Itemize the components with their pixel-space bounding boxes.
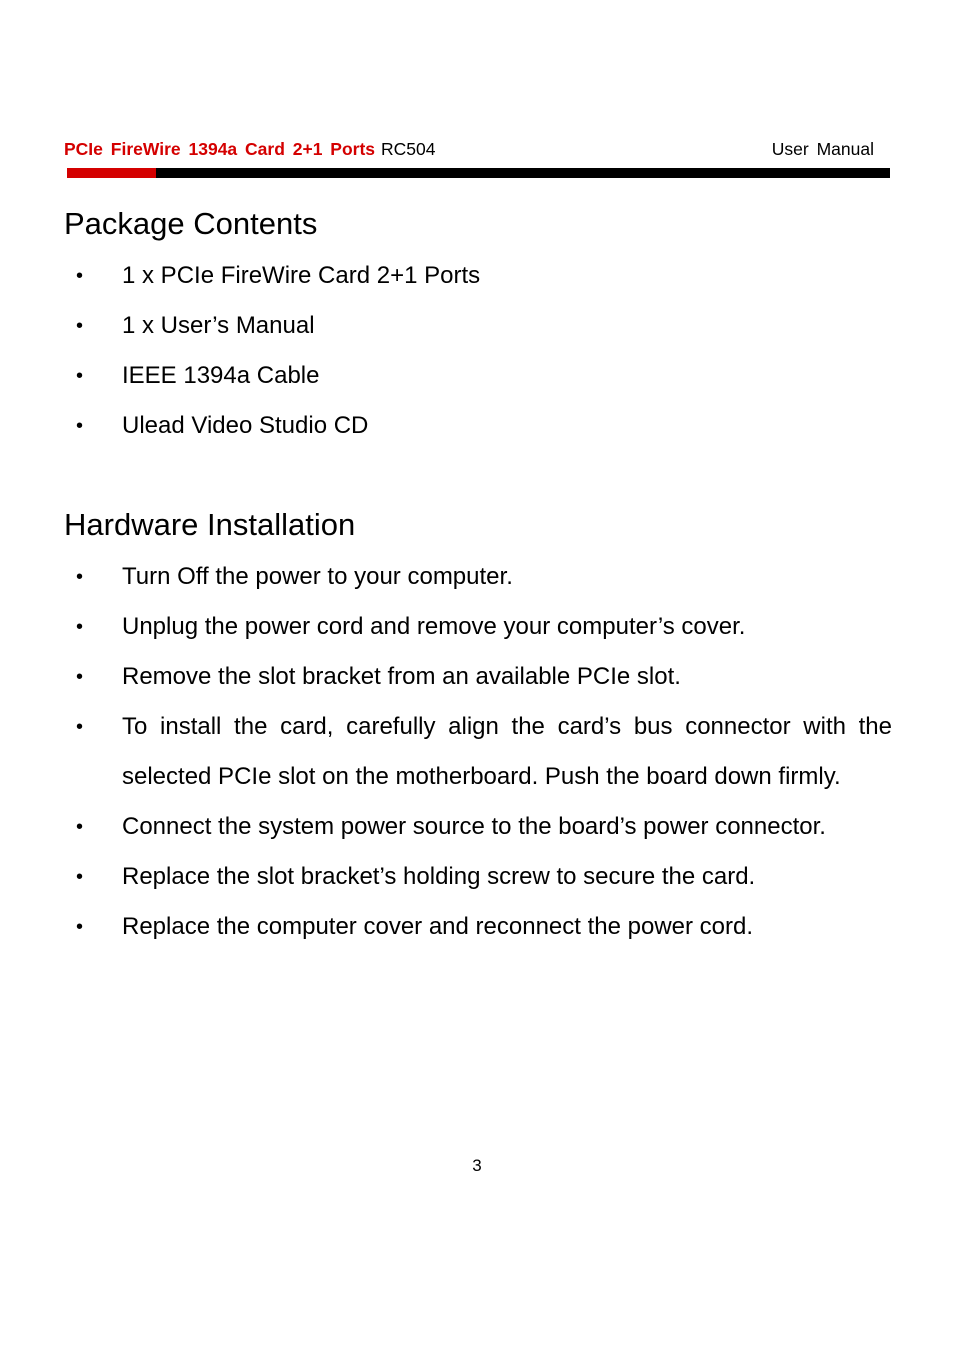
bullet: •	[76, 265, 84, 287]
list-item-text: Connect the system power source to the board’s power connector.	[122, 813, 826, 840]
list-item	[0, 251, 892, 301]
list-item	[0, 401, 892, 451]
bullet: •	[76, 866, 84, 888]
section-heading-package-contents: Package Contents	[64, 206, 318, 241]
hardware-installation-list	[0, 552, 892, 952]
list-item-text: 1 x User’s Manual	[122, 312, 315, 339]
bullet: •	[76, 365, 84, 387]
list-item-text: 1 x PCIe FireWire Card 2+1 Ports	[122, 262, 481, 289]
list-item	[0, 802, 892, 852]
list-item	[0, 552, 892, 602]
bullet: •	[76, 415, 84, 437]
list-item	[0, 652, 892, 702]
list-item	[0, 301, 892, 351]
header-doc-type: User Manual	[771, 139, 874, 159]
bullet: •	[76, 566, 84, 588]
list-item	[0, 702, 892, 802]
list-item	[0, 852, 892, 902]
header-rule-accent	[67, 168, 156, 178]
bullet: •	[76, 816, 84, 838]
list-item-text: IEEE 1394a Cable	[122, 362, 320, 389]
list-item	[0, 602, 892, 652]
page-header	[64, 138, 874, 160]
header-title	[64, 138, 436, 160]
list-item-text: Turn Off the power to your computer.	[122, 563, 513, 590]
header-model-number: RC504	[381, 139, 436, 159]
bullet: •	[76, 716, 84, 738]
list-item-text: To install the card, carefully align the card’s bus connector with the selected PCIe slot on the motherboard. Push the board down firmly.	[122, 713, 892, 790]
list-item-text: Ulead Video Studio CD	[122, 412, 369, 439]
header-rule	[67, 168, 890, 178]
bullet: •	[76, 916, 84, 938]
bullet: •	[76, 315, 84, 337]
list-item-text: Replace the slot bracket’s holding screw to secure the card.	[122, 863, 756, 890]
bullet: •	[76, 666, 84, 688]
bullet: •	[76, 616, 84, 638]
page-number: 3	[472, 1156, 482, 1175]
list-item-text: Unplug the power cord and remove your computer’s cover.	[122, 613, 746, 640]
list-item-text: Replace the computer cover and reconnect the power cord.	[122, 913, 754, 940]
package-contents-list	[0, 251, 892, 451]
list-item-text: Remove the slot bracket from an available PCIe slot.	[122, 663, 681, 690]
section-heading-hardware-installation: Hardware Installation	[64, 507, 356, 542]
list-item	[0, 351, 892, 401]
header-product-name: PCIe FireWire 1394a Card 2+1 Ports	[64, 139, 376, 159]
list-item	[0, 902, 892, 952]
